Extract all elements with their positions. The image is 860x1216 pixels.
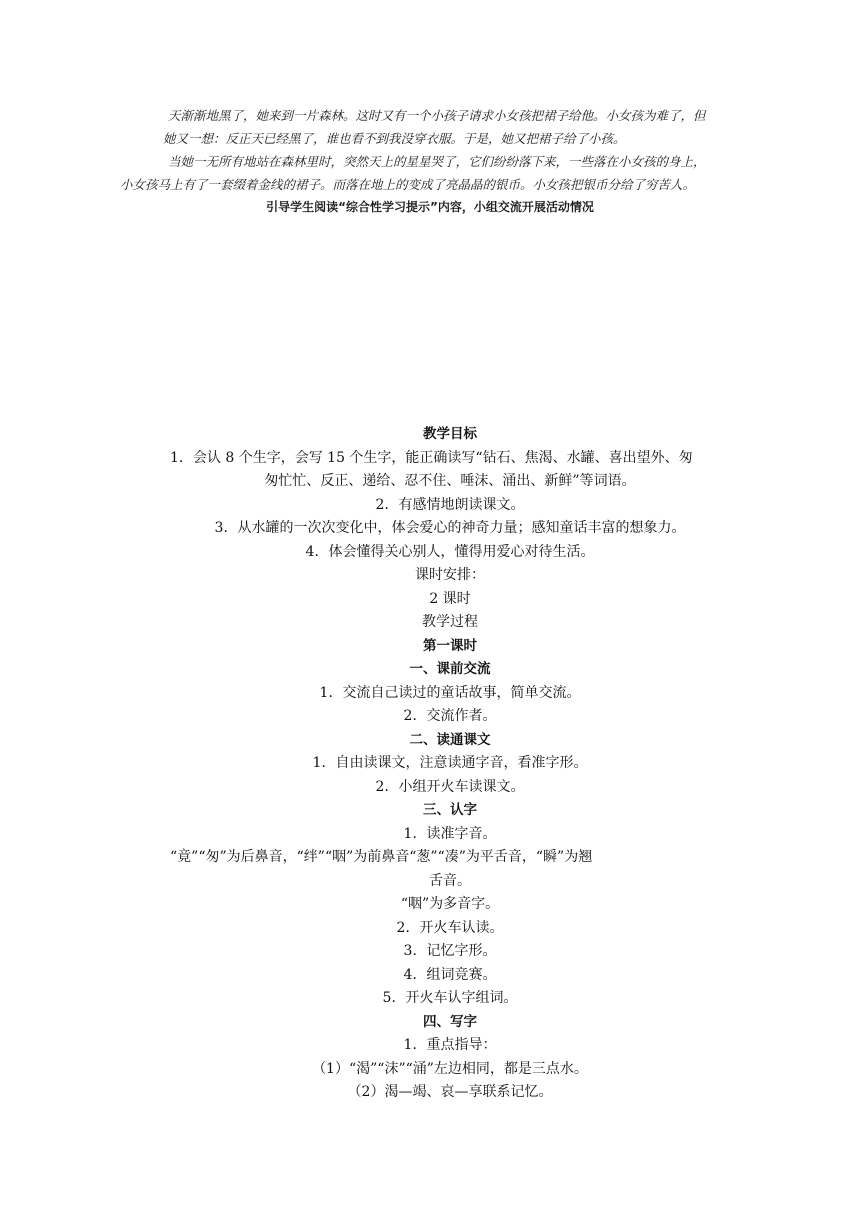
story-line: 她又一想：反正天已经黑了，谁也看不到我没穿衣服。于是，她又把裙子给了小孩。 — [163, 131, 626, 146]
section-3-item-4: 4．组词竞赛。 — [403, 966, 497, 983]
goal-3: 3．从水罐的一次次变化中，体会爱心的神奇力量；感知童话丰富的想象力。 — [214, 520, 686, 536]
section-3-note — [170, 846, 730, 893]
goal-1 — [170, 447, 730, 494]
goals-title: 教学目标 — [423, 426, 477, 442]
section-2-item-2: 2．小组开火车读课文。 — [375, 778, 525, 795]
section-3-item-3: 3．记忆字形。 — [403, 943, 497, 959]
section-3-item-1: 1．读准字音。 — [403, 825, 497, 842]
section-3-note-line-a: “竟”“匆”为后鼻音，“绊”“咽”为前鼻音“葱”“凑”为平舌音，“瞬”为翘 — [170, 849, 593, 865]
section-4-title: 四、写字 — [423, 1013, 477, 1030]
section-3-note-2: “咽”为多音字。 — [400, 896, 500, 912]
section-4-sub-2: （2）渴—竭、哀—享联系记忆。 — [347, 1084, 553, 1100]
section-3-item-5: 5．开火车认字组词。 — [382, 990, 518, 1006]
lesson-plan — [170, 423, 730, 1105]
section-3-title: 三、认字 — [423, 802, 477, 818]
section-4-sub-1: （1）“渴”“沫”“涌”左边相同，都是三点水。 — [312, 1060, 588, 1077]
story-line: 小女孩马上有了一套缀着金线的裙子。而落在地上的变成了亮晶晶的银币。小女孩把银币分给了穷苦人。 — [120, 177, 696, 192]
section-1-title: 一、课前交流 — [409, 661, 491, 677]
goal-4: 4．体会懂得关心别人，懂得用爱心对待生活。 — [305, 543, 595, 560]
goal-1-line-b: 匆忙忙、反正、递给、忍不住、唾沫、涌出、新鲜”等词语。 — [264, 473, 636, 489]
section-3-note-line-b: 舌音。 — [429, 872, 471, 889]
goal-1-line-a: 1．会认 8 个生字，会写 15 个生字，能正确读写“钻石、焦渴、水罐、喜出望外、匆 — [170, 449, 693, 466]
story-paragraph-1 — [128, 104, 732, 150]
section-2-title: 二、读通课文 — [409, 731, 491, 748]
goal-2: 2．有感情地朗读课文。 — [375, 496, 525, 513]
guide-instruction: 引导学生阅读“综合性学习提示”内容，小组交流开展活动情况 — [266, 200, 594, 214]
lesson-1-title: 第一课时 — [423, 637, 477, 654]
story-paragraph-2 — [120, 150, 732, 196]
schedule-value: 2 课时 — [429, 590, 471, 607]
story-excerpt — [120, 104, 732, 219]
story-line: 当她一无所有地站在森林里时，突然天上的星星哭了，它们纷纷落下来，一些落在小女孩的身上， — [168, 154, 706, 169]
process-label: 教学过程 — [422, 614, 478, 630]
schedule-label: 课时安排： — [415, 567, 485, 583]
section-2-item-1: 1．自由读课文，注意读通字音，看准字形。 — [312, 755, 588, 771]
story-line: 天渐渐地黑了，她来到一片森林。这时又有一个小孩子请求小女孩把裙子给他。小女孩为难了，但 — [168, 108, 706, 123]
section-4-item-1: 1．重点指导： — [403, 1037, 497, 1053]
section-3-item-2: 2．开火车认读。 — [396, 919, 504, 936]
section-1-item-2: 2．交流作者。 — [403, 708, 497, 724]
section-1-item-1: 1．交流自己读过的童话故事，简单交流。 — [319, 684, 581, 701]
